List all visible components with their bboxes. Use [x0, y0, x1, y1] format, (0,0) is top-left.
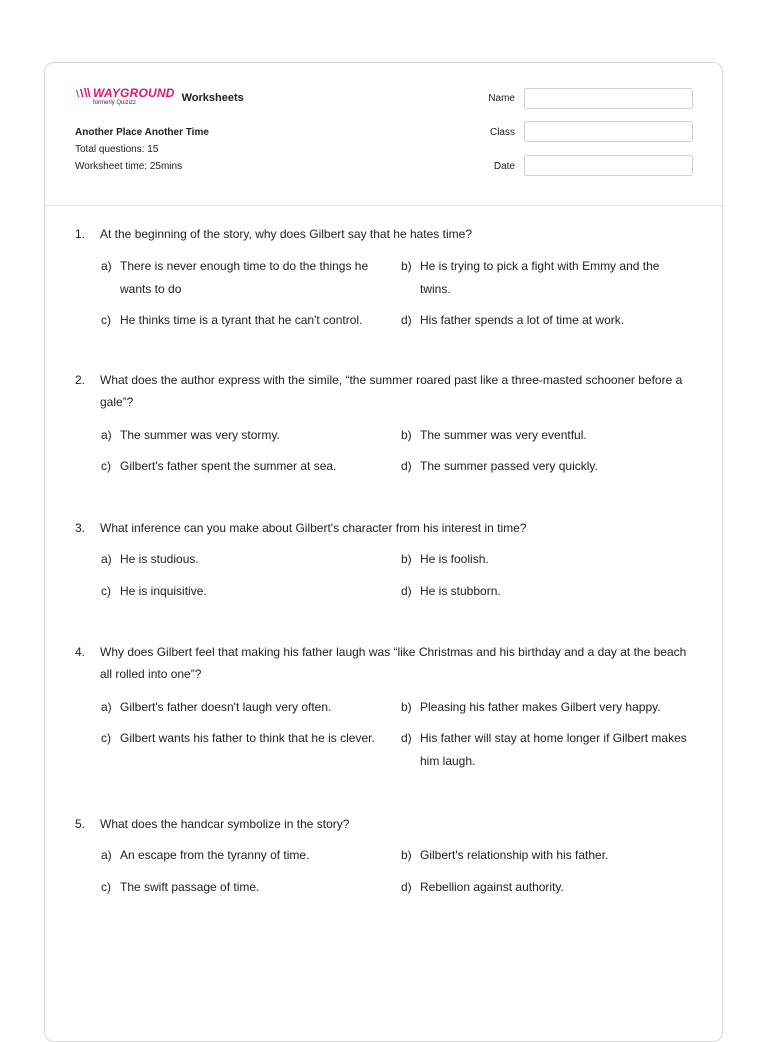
- worksheet-title: Another Place Another Time: [75, 127, 209, 138]
- option-letter: a): [101, 428, 112, 442]
- option-letter: b): [401, 552, 412, 566]
- date-label: Date: [493, 161, 515, 172]
- option-letter: c): [101, 731, 111, 745]
- option-text: There is never enough time to do the things he wants to do: [120, 259, 369, 296]
- option-text: Gilbert wants his father to think that he is clever.: [120, 731, 375, 745]
- option-text: Rebellion against authority.: [420, 880, 564, 894]
- option-letter: c): [101, 459, 111, 473]
- option-letter: a): [101, 259, 112, 273]
- option-letter: c): [101, 313, 111, 327]
- total-questions: Total questions: 15: [75, 144, 159, 155]
- option-letter: b): [401, 700, 412, 714]
- product-name: Worksheets: [181, 92, 244, 104]
- option-text: The summer was very stormy.: [120, 428, 280, 442]
- option-text: He thinks time is a tyrant that he can't control.: [120, 313, 363, 327]
- option-text: Pleasing his father makes Gilbert very happy.: [420, 700, 661, 714]
- worksheet-page: [44, 62, 723, 1042]
- worksheet-time: Worksheet time: 25mins: [75, 161, 183, 172]
- brand-logo: [75, 87, 244, 106]
- option-text: His father will stay at home longer if Gilbert makes him laugh.: [420, 731, 687, 768]
- question-text: At the beginning of the story, why does Gilbert say that he hates time?: [100, 227, 472, 241]
- option-letter: b): [401, 259, 412, 273]
- option-text: He is inquisitive.: [120, 584, 207, 598]
- option-text: The summer passed very quickly.: [420, 459, 598, 473]
- option-text: Gilbert's father spent the summer at sea.: [120, 459, 337, 473]
- option-text: He is stubborn.: [420, 584, 501, 598]
- option-letter: a): [101, 700, 112, 714]
- name-label: Name: [488, 93, 515, 104]
- worksheet-header: [45, 63, 722, 206]
- question-text: Why does Gilbert feel that making his father laugh was “like Christmas and his birthday and a day at the beach all rolled into one”?: [100, 645, 687, 681]
- worksheet-meta: [75, 127, 209, 178]
- option-letter: d): [401, 459, 412, 473]
- option-letter: d): [401, 731, 412, 745]
- class-field[interactable]: [524, 121, 693, 142]
- brand-subtitle: formerly Quizizz: [93, 100, 137, 106]
- option-text: He is trying to pick a fight with Emmy and the twins.: [420, 259, 660, 296]
- option-letter: a): [101, 552, 112, 566]
- option-text: The swift passage of time.: [120, 880, 260, 894]
- option-text: Gilbert's father doesn't laugh very often.: [120, 700, 332, 714]
- option-letter: c): [101, 584, 111, 598]
- option-text: He is studious.: [120, 552, 199, 566]
- name-field[interactable]: [524, 88, 693, 109]
- option-letter: d): [401, 313, 412, 327]
- question-text: What does the author express with the simile, “the summer roared past like a three-masted schooner before a gale”?: [100, 373, 683, 409]
- brand-name: WAYGROUND: [93, 86, 175, 100]
- class-label: Class: [489, 127, 515, 138]
- option-text: He is foolish.: [420, 552, 489, 566]
- option-letter: c): [101, 880, 111, 894]
- date-field[interactable]: [524, 155, 693, 176]
- question-number: 4.: [75, 645, 86, 659]
- option-letter: d): [401, 584, 412, 598]
- question-text: What inference can you make about Gilbert's character from his interest in time?: [100, 521, 527, 535]
- option-text: An escape from the tyranny of time.: [120, 848, 310, 862]
- question-number: 1.: [75, 227, 86, 241]
- option-text: Gilbert's relationship with his father.: [420, 848, 609, 862]
- wayground-mark-icon: [75, 88, 91, 98]
- question-text: What does the handcar symbolize in the story?: [100, 817, 350, 831]
- question-number: 2.: [75, 373, 86, 387]
- question-number: 5.: [75, 817, 86, 831]
- option-letter: a): [101, 848, 112, 862]
- question-number: 3.: [75, 521, 86, 535]
- option-text: The summer was very eventful.: [420, 428, 587, 442]
- option-letter: d): [401, 880, 412, 894]
- option-letter: b): [401, 428, 412, 442]
- option-letter: b): [401, 848, 412, 862]
- option-text: His father spends a lot of time at work.: [420, 313, 625, 327]
